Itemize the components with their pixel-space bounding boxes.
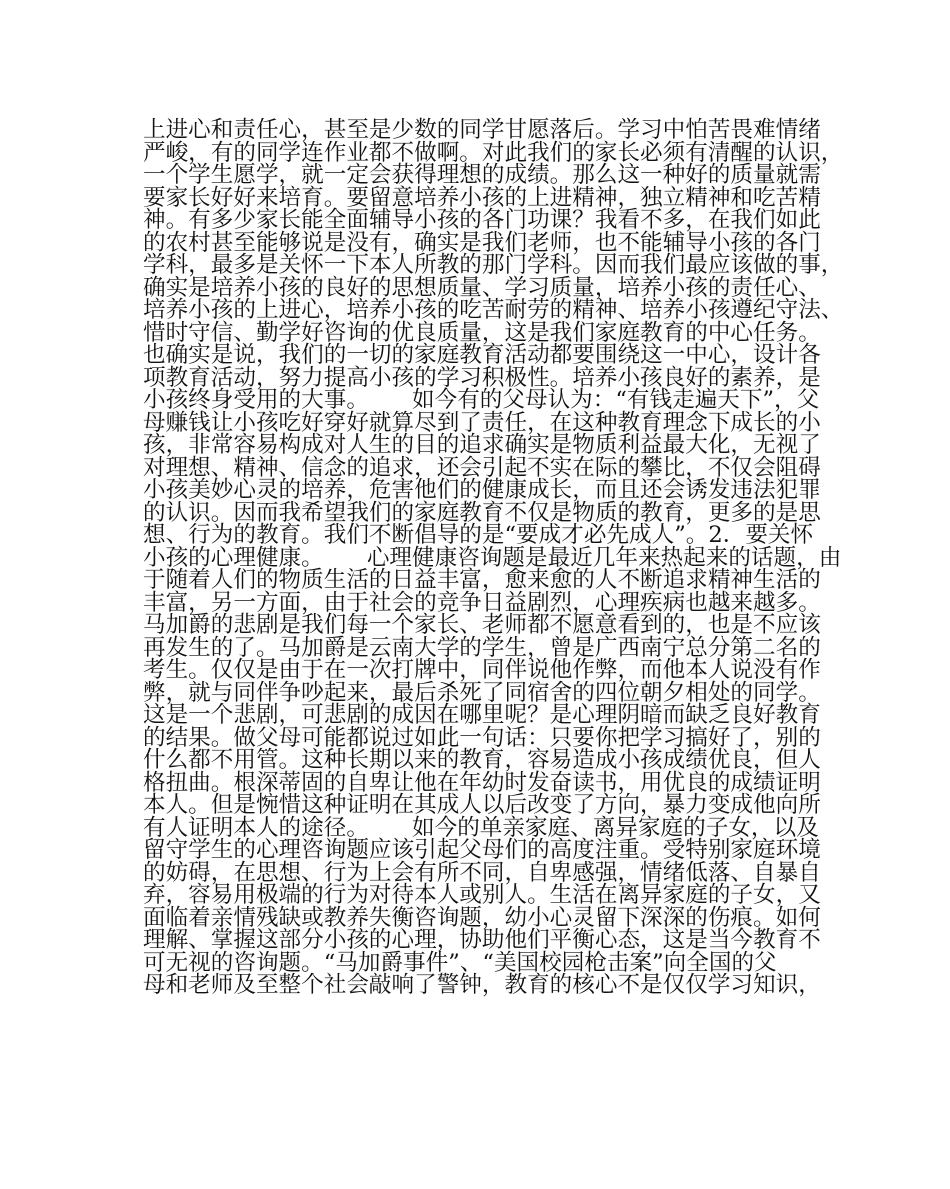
text-line: 的认识。因而我希望我们的家庭教育不仅是物质的教育，更多的是思	[143, 499, 821, 526]
body-text	[143, 117, 844, 998]
text-line: 丰富，另一方面，由于社会的竞争日益剧烈，心理疾病也越来越多。	[143, 589, 821, 616]
text-line: 留守学生的心理咨询题应该引起父母们的高度注重。受特别家庭环境	[143, 837, 821, 863]
text-line: 母和老师及至整个社会敲响了警钟，教育的核心不是仅仅学习知识，	[143, 972, 821, 998]
text-line: 惜时守信、勤学好咨询的优良质量，这是我们家庭教育的中心任务。	[143, 319, 821, 346]
text-line: 严峻，有的同学连作业都不做啊。对此我们的家长必须有清醒的认识，	[143, 139, 844, 166]
text-line: 本人。但是惋惜这种证明在其成人以后改变了方向，暴力变成他向所	[143, 792, 821, 818]
text-line: 学科，最多是关怀一下本人所教的那门学科。因而我们最应该做的事，	[143, 252, 844, 278]
text-line: 弊，就与同伴争吵起来，最后杀死了同宿舍的四位朝夕相处的同学。	[143, 679, 821, 706]
text-line: 小孩的心理健康。 心理健康咨询题是最近几年来热起来的话题，由	[143, 544, 842, 571]
text-line: 要家长好好来培育。要留意培养小孩的上进精神，独立精神和吃苦精	[143, 184, 821, 211]
text-line: 小孩终身受用的大事。 如今有的父母认为：“有钱走遍天下”，父	[143, 387, 820, 413]
text-line: 可无视的咨询题。“马加爵事件”、“美国校园枪击案”向全国的父	[143, 949, 777, 976]
text-line: 确实是培养小孩的良好的思想质量、学习质量，培养小孩的责任心、	[143, 274, 821, 301]
text-line: 面临着亲情残缺或教养失衡咨询题，幼小心灵留下深深的伤痕。如何	[143, 904, 821, 931]
text-line: 马加爵的悲剧是我们每一个家长、老师都不愿意看到的，也是不应该	[143, 612, 821, 638]
text-line: 母赚钱让小孩吃好穿好就算尽到了责任，在这种教育理念下成长的小	[143, 409, 821, 436]
text-line: 有人证明本人的途径。 如今的单亲家庭、离异家庭的子女，以及	[143, 814, 819, 841]
text-line: 上进心和责任心，甚至是少数的同学甘愿落后。学习中怕苦畏难情绪	[143, 117, 821, 143]
text-line: 考生。仅仅是由于在一次打牌中，同伴说他作弊，而他本人说没有作	[143, 657, 821, 683]
text-line: 也确实是说，我们的一切的家庭教育活动都要围绕这一中心，设计各	[143, 342, 821, 368]
text-line: 孩，非常容易构成对人生的目的追求确实是物质利益最大化，无视了	[143, 432, 821, 458]
text-line: 这是一个悲剧，可悲剧的成因在哪里呢？是心理阴暗而缺乏良好教育	[143, 702, 821, 728]
text-line: 的妨碍，在思想、行为上会有所不同，自卑感强，情绪低落、自暴自	[143, 859, 821, 886]
text-line: 小孩美妙心灵的培养，危害他们的健康成长，而且还会诱发违法犯罪	[143, 477, 821, 503]
text-line: 弃，容易用极端的行为对待本人或别人。生活在离异家庭的子女，又	[143, 882, 821, 908]
text-line: 再发生的了。马加爵是云南大学的学生，曾是广西南宁总分第二名的	[143, 634, 821, 661]
text-line: 的农村甚至能够说是没有，确实是我们老师，也不能辅导小孩的各门	[143, 229, 821, 256]
text-line: 于随着人们的物质生活的日益丰富，愈来愈的人不断追求精神生活的	[143, 567, 821, 593]
text-line: 一个学生愿学，就一定会获得理想的成绩。那么这一种好的质量就需	[143, 162, 821, 188]
text-line: 理解、掌握这部分小孩的心理，协助他们平衡心态，这是当今教育不	[143, 927, 821, 953]
text-line: 对理想、精神、信念的追求，还会引起不实在际的攀比，不仅会阻碍	[143, 454, 821, 481]
text-line: 项教育活动，努力提高小孩的学习积极性。培养小孩良好的素养，是	[143, 364, 821, 391]
text-line: 什么都不用管。这种长期以来的教育，容易造成小孩成绩优良，但人	[143, 747, 821, 773]
text-line: 想、行为的教育。我们不断倡导的是“要成才必先成人”。2．要关怀	[143, 522, 814, 548]
text-line: 培养小孩的上进心，培养小孩的吃苦耐劳的精神、培养小孩遵纪守法、	[143, 297, 844, 323]
text-line: 的结果。做父母可能都说过如此一句话：只要你把学习搞好了，别的	[143, 724, 821, 751]
text-line: 神。有多少家长能全面辅导小孩的各门功课？我看不多，在我们如此	[143, 207, 821, 233]
text-line: 格扭曲。根深蒂固的自卑让他在年幼时发奋读书，用优良的成绩证明	[143, 769, 821, 796]
